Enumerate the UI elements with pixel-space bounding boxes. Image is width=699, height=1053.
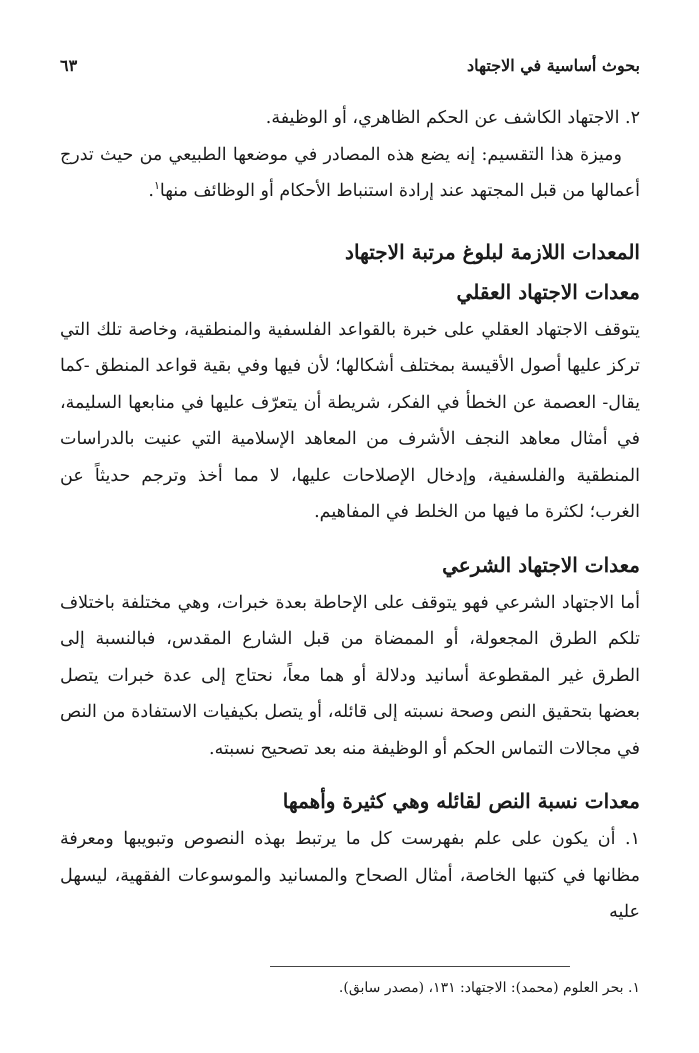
footnote-ref: ١ <box>153 179 160 193</box>
paragraph-end: . <box>148 181 154 201</box>
footnote: ١. بحر العلوم (محمد): الاجتهاد: ١٣١، (مصدر سابق). <box>338 980 640 996</box>
paragraph-aqli: يتوقف الاجتهاد العقلي على خبرة بالقواعد الفلسفية والمنطقية، وخاصة تلك التي تركز عليها أصول الأقيسة بمختلف أشكالها؛ لأن فيها وفي بقية قواعد المنطق -كما يقال- العصمة عن الخطأ في الفكر، شريطة أن يتعرّف عليها في منابعها السليمة، في أمثال معاهد النجف الأشرف من المعاهد الإسلامية التي عنيت بالدراسات المنطقية والفلسفية، وإدخال الإصلاحات عليها، لا مما أخذ وترجم حديثاً عن الغرب؛ لكثرة ما فيها من الخلط في المفاهيم. <box>60 319 640 522</box>
footnote-separator <box>270 966 570 967</box>
running-title: بحوث أساسية في الاجتهاد <box>466 56 640 75</box>
subsection-heading-aqli: معدات الاجتهاد العقلي <box>456 279 640 304</box>
book-page <box>60 56 640 1036</box>
page-number: ٦٣ <box>60 56 78 75</box>
running-header <box>60 56 640 86</box>
paragraph-sharii: أما الاجتهاد الشرعي فهو يتوقف على الإحاطة بعدة خبرات، وهي مختلفة باختلاف تلكم الطرق المجعولة، أو الممضاة من قبل الشارع المقدس، فبالنسبة إلى الطرق غير المقطوعة أسانيد ودلالة أو هما معاً، نحتاج إلى عدة خبرات يتصل بعضها بتحقيق النص وصحة نسبته إلى قائله، أو يتصل بكيفيات الاستفادة من النص في مجالات التماس الحكم أو الوظيفة منه بعد تصحيح نسبته. <box>60 592 640 759</box>
paragraph-division-merit <box>60 137 640 210</box>
list-item-1: ١. أن يكون على علم بفهرست كل ما يرتبط بهذه النصوص وتبويبها ومعرفة مظانها في كتبها الخاصة، أمثال الصحاح والمسانيد والموسوعات الفقهية، ليسهل عليه <box>60 829 640 922</box>
section-heading-main: المعدات اللازمة لبلوغ مرتبة الاجتهاد <box>345 239 640 264</box>
subsection-heading-nass: معدات نسبة النص لقائله وهي كثيرة وأهمها <box>282 789 640 813</box>
subsection-heading-sharii: معدات الاجتهاد الشرعي <box>442 552 640 577</box>
paragraph-text: وميزة هذا التقسيم: إنه يضع هذه المصادر في موضعها الطبيعي من حيث تدرج أعمالها من قبل المجتهد عند إرادة استنباط الأحكام أو الوظائف منها <box>60 144 640 201</box>
list-item-2: ٢. الاجتهاد الكاشف عن الحكم الظاهري، أو الوظيفة. <box>265 108 640 128</box>
